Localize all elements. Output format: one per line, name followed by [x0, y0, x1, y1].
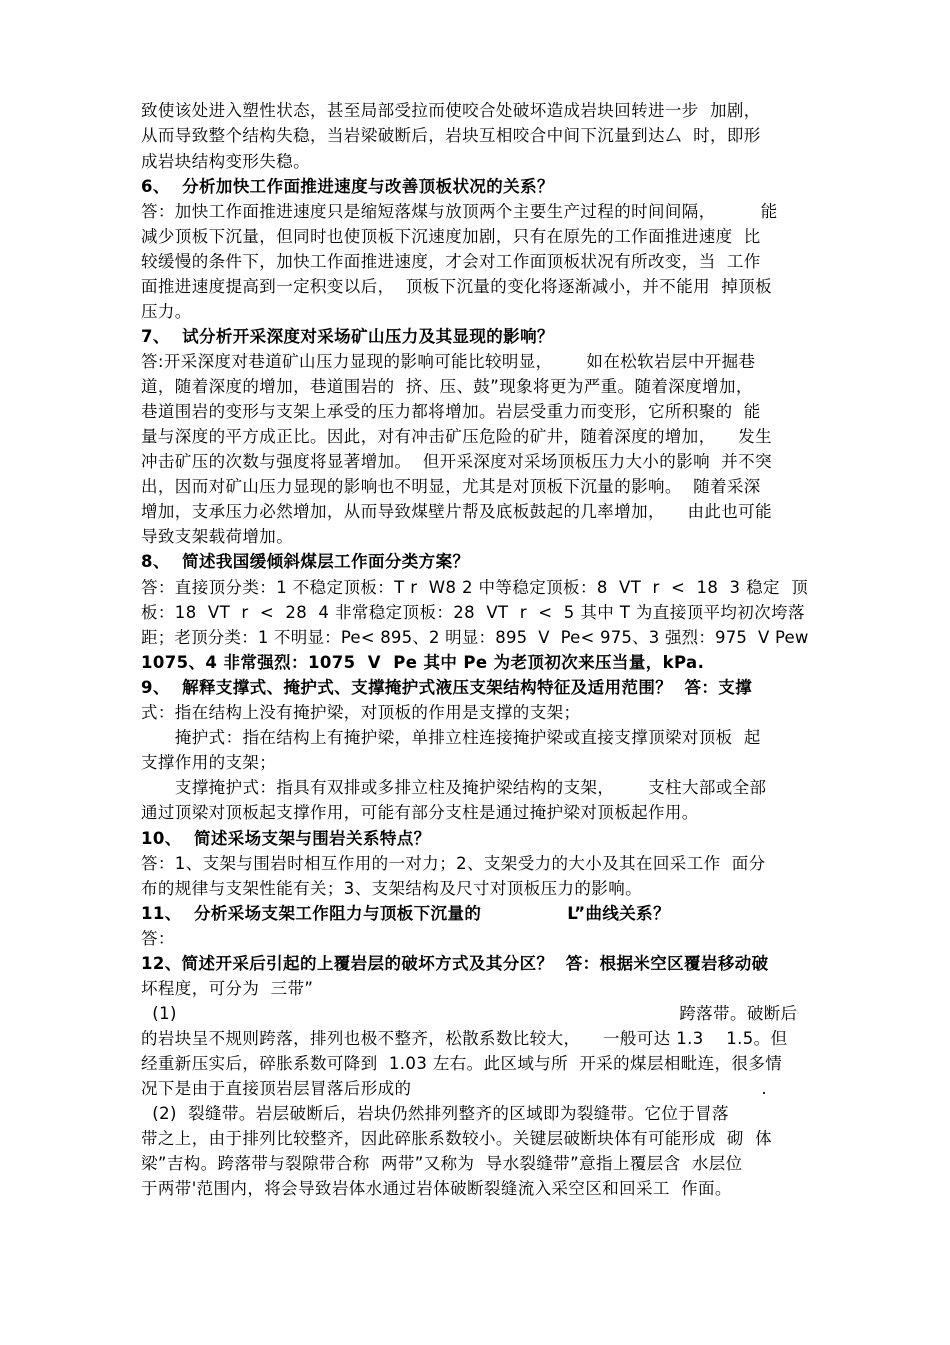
question-heading: 6、 分析加快工作面推进速度与改善顶板状况的关系？ [141, 177, 554, 196]
text-line: 道，随着深度的增加，巷道围岩的 挤、压、鼓”现象将更为严重。随着深度增加， [141, 377, 753, 396]
text-line: 从而导致整个结构失稳，当岩梁破断后，岩块互相咬合中间下沉量到达厶 时，即形 [141, 126, 761, 145]
question-heading: 7、 试分析开采深度对采场矿山压力及其显现的影响？ [141, 327, 554, 346]
text-line: 况下是由于直接顶岩层冒落后形成的 . [141, 1079, 768, 1098]
question-heading: 11、 分析采场支架工作阻力与顶板下沉量的 L”曲线关系？ [141, 904, 670, 923]
text-line: 出，因而对矿山压力显现的影响也不明显，尤其是对顶板下沉量的影响。 随着采深 [141, 477, 761, 496]
question-heading: 10、 简述采场支架与围岩关系特点？ [141, 829, 431, 848]
text-line: (1) 跨落带。破断后 [141, 1004, 798, 1023]
text-line: 梁”吉构。跨落带与裂隙带合称 两带”又称为 导水裂缝带”意指上覆层含 水层位 [141, 1154, 743, 1173]
text-line: 增加，支承压力必然增加，从而导致煤壁片帮及底板鼓起的几率增加， 由此也可能 [141, 502, 772, 521]
question-heading: 8、 简述我国缓倾斜煤层工作面分类方案？ [141, 552, 470, 571]
text-line: 导致支架载荷增加。 [141, 527, 294, 546]
text-line: 致使该处进入塑性状态，甚至局部受拉而使咬合处破坏造成岩块回转进一步 加剧， [141, 101, 761, 120]
text-line: 答：直接顶分类：1 不稳定顶板：T r W8 2 中等稳定顶板：8 VT r < 18 3 稳定 顶 [141, 578, 809, 597]
text-line: 答:开采深度对巷道矿山压力显现的影响可能比较明显， 如在松软岩层中开掘巷 [141, 352, 756, 371]
text-line: 较缓慢的条件下，加快工作面推进速度，才会对工作面顶板状况有所改变，当 工作 [141, 252, 761, 271]
text-line: 掩护式：指在结构上有掩护梁，单排立柱连接掩护梁或直接支撑顶梁对顶板 起 [141, 728, 761, 747]
text-line: 压力。 [141, 302, 192, 321]
question-heading: 9、 解释支撑式、掩护式、支撑掩护式液压支架结构特征及适用范围？ 答：支撑 [141, 678, 753, 697]
text-line: 坏程度，可分为 三带” [141, 979, 314, 998]
text-line: 答：加快工作面推进速度只是缩短落煤与放顶两个主要生产过程的时间间隔， 能 [141, 202, 778, 221]
text-line: 支撑掩护式：指具有双排或多排立柱及掩护梁结构的支架， 支柱大部或全部 [141, 778, 767, 797]
question-heading: 12、简述开采后引起的上覆岩层的破坏方式及其分区？ 答：根据米空区覆岩移动破 [141, 954, 769, 973]
text-line: 经重新压实后，碎胀系数可降到 1.03 左右。此区域与所 开采的煤层相毗连，很多情 [141, 1054, 783, 1073]
text-line: 巷道围岩的变形与支架上承受的压力都将增加。岩层受重力而变形，它所积聚的 能 [141, 402, 761, 421]
text-line: 通过顶梁对顶板起支撑作用，可能有部分支柱是通过掩护梁对顶板起作用。 [141, 803, 699, 822]
text-line: 量与深度的平方成正比。因此，对有冲击矿压危险的矿井，随着深度的增加， 发生 [141, 427, 772, 446]
text-line: 的岩块呈不规则跨落，排列也极不整齐，松散系数比较大， 一般可达 1.3 1.5。但 [141, 1029, 788, 1048]
text-line: 距；老顶分类：1 不明显：Pe< 895、2 明显：895 V Pe< 975、3 强烈：975 V Pew [141, 628, 809, 647]
text-line: 减少顶板下沉量，但同时也使顶板下沉速度加剧，只有在原先的工作面推进速度 比 [141, 227, 761, 246]
text-line: 面推进速度提高到一定积变以后， 顶板下沉量的变化将逐渐减小，并不能用 掉顶板 [141, 277, 772, 296]
text-line: 答：1、支架与围岩时相互作用的一对力；2、支架受力的大小及其在回采工作 面分 [141, 854, 766, 873]
text-line: 支撑作用的支架； [141, 753, 277, 772]
text-line: 于两带'范围内，将会导致岩体水通过岩体破断裂缝流入采空区和回采工 作面。 [141, 1179, 732, 1198]
text-line: 冲击矿压的次数与强度将显著增加。 但开采深度对采场顶板压力大小的影响 并不突 [141, 452, 772, 471]
text-line: 答： [141, 929, 175, 948]
text-line: 成岩块结构变形失稳。 [141, 152, 310, 171]
text-line: 带之上，由于排列比较整齐，因此碎胀系数较小。关键层破断块体有可能形成 砌 体 [141, 1129, 772, 1148]
text-line: 1075、4 非常强烈：1075 V Pe 其中 Pe 为老顶初次来压当量，kPa. [141, 653, 705, 672]
text-line: 式：指在结构上没有掩护梁，对顶板的作用是支撑的支架； [141, 703, 581, 722]
text-line: (2) 裂缝带。岩层破断后，岩块仍然排列整齐的区域即为裂缝带。它位于冒落 [141, 1104, 729, 1123]
text-line: 布的规律与支架性能有关；3、支架结构及尺寸对顶板压力的影响。 [141, 879, 642, 898]
text-line: 板：18 VT r < 28 4 非常稳定顶板：28 VT r < 5 其中 T 为直接顶平均初次垮落 [141, 603, 805, 622]
